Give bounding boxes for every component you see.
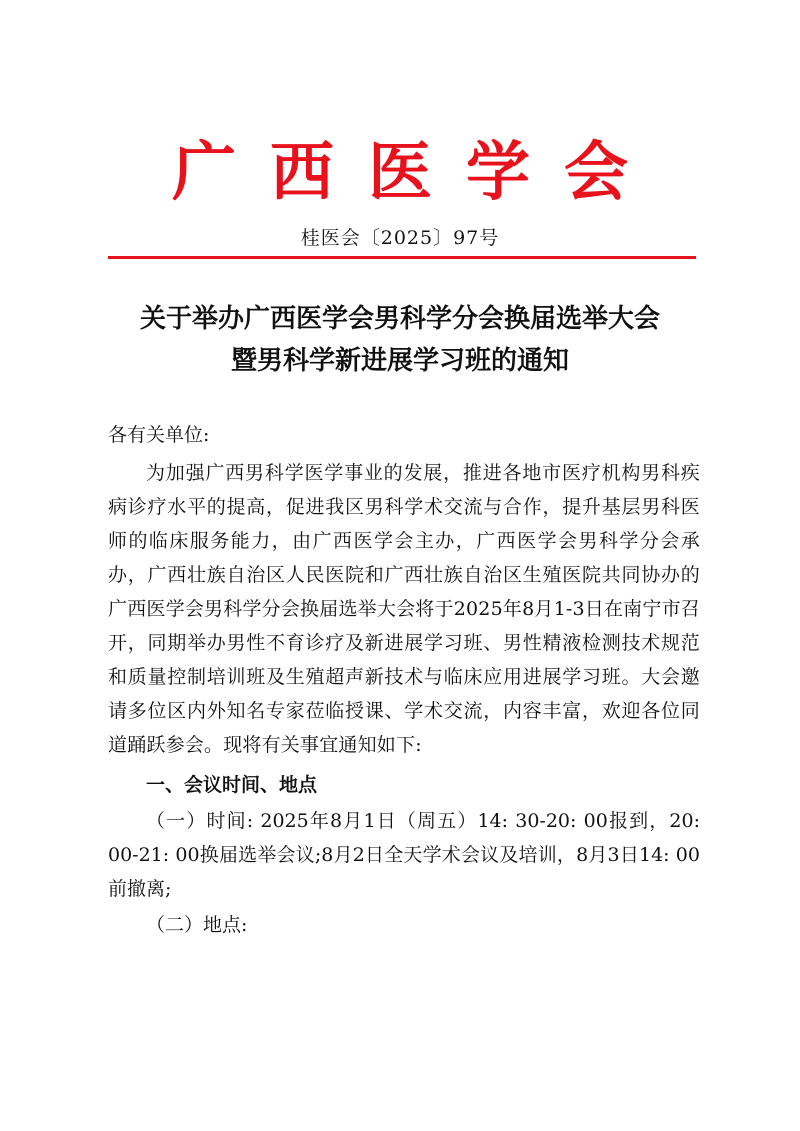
item-location: （二）地点: <box>146 914 248 936</box>
section-heading-time-location: 一、会议时间、地点 <box>146 774 318 796</box>
red-divider-line <box>108 256 696 259</box>
intro-paragraph: 为加强广西男科学医学事业的发展，推进各地市医疗机构男科疾病诊疗水平的提高，促进我区男科学术交流与合作，提升基层男科医师的临床服务能力，由广西医学会主办，广西医学会男科学分会承办，广西壮族自治区人民医院和广西壮族自治区生殖医院共同协办的广西医学会男科学分会换届选举大会将于2025年8月1-3日在南宁市召开，同期举办男性不育诊疗及新进展学习班、男性精液检测技术规范和质量控制培训班及生殖超声新技术与临床应用进展学习班。大会邀请多位区内外知名专家莅临授课、学术交流，内容丰富，欢迎各位同道踊跃参会。现将有关事宜通知如下: <box>108 462 700 756</box>
salutation: 各有关单位: <box>108 424 210 446</box>
notice-title-line-1: 关于举办广西医学会男科学分会换届选举大会 <box>139 304 660 334</box>
notice-title-line-2: 暨男科学新进展学习班的通知 <box>230 346 569 376</box>
document-number: 桂医会〔2025〕97号 <box>300 227 500 249</box>
issuing-organization-title: 广西医学会 <box>172 135 662 210</box>
notice-body <box>108 418 700 942</box>
notice-title <box>0 298 800 382</box>
item-time: （一）时间: 2025年8月1日（周五）14: 30-20: 00报到，20: 00-21: 00换届选举会议;8月2日全天学术会议及培训，8月3日14: 00前撤离; <box>108 810 700 900</box>
